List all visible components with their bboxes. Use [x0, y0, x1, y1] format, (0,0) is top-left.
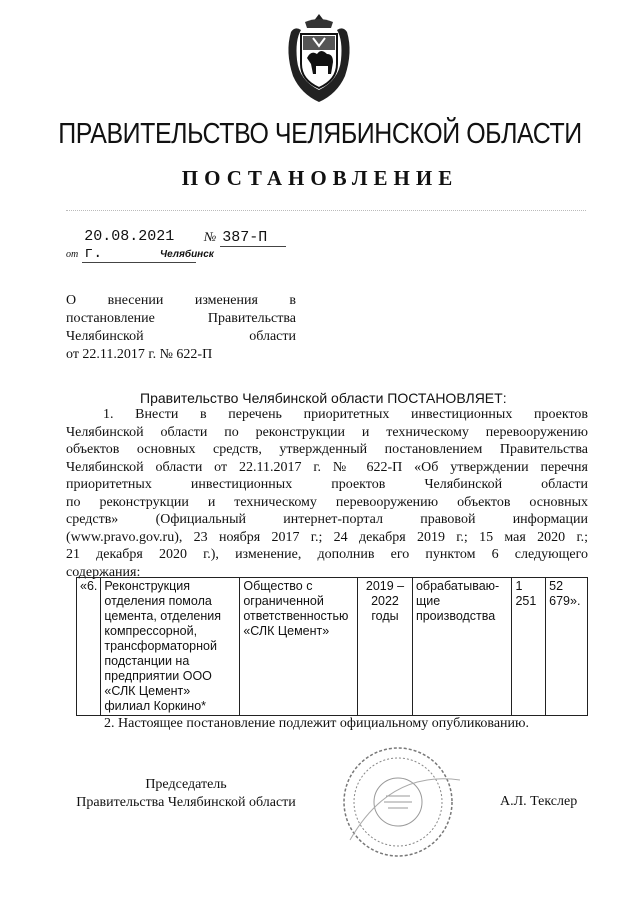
signatory-name: А.Л. Текслер	[500, 794, 578, 809]
paragraph-line: приоритетных инвестиционных проектов Челябинской области	[66, 477, 588, 492]
subject-line: постановление Правительства	[66, 311, 296, 326]
paragraph-line: по реконструкции и техническому перевооружению объектов основных	[66, 494, 588, 510]
paragraph-line: 1. Внести в перечень приоритетных инвестиционных проектов	[103, 407, 588, 422]
signatory-title-line: Председатель	[145, 777, 227, 792]
signatory-title-line: Правительства Челябинской области	[76, 795, 296, 810]
paragraph-2: 2. Настоящее постановление подлежит официальному опубликованию.	[104, 716, 529, 731]
document-type-title: ПОСТАНОВЛЕНИЕ	[181, 166, 459, 190]
subject-line: О внесении изменения в	[66, 293, 296, 308]
official-seal-icon	[330, 740, 460, 860]
table-cell-project: Реконструкция отделения помола цемента, отделения компрессорной, трансформаторной подстанции на предприятии ООО «СЛК Цемент» филиал Коркино*	[101, 578, 240, 716]
table-cell-number: «6.	[77, 578, 101, 716]
subject-block	[66, 292, 296, 364]
paragraph-line: средств» (Официальный интернет-портал правовой информации	[66, 512, 588, 527]
date-field: от 20.08.2021 г.	[66, 228, 196, 263]
projects-table	[76, 577, 588, 716]
government-title: ПРАВИТЕЛЬСТВО ЧЕЛЯБИНСКОЙ ОБЛАСТИ	[58, 118, 582, 150]
coat-of-arms-icon	[283, 12, 355, 104]
paragraph-line: 21 декабря 2020 г.), изменение, дополнив его пунктом 6 следующего	[66, 547, 588, 562]
table-cell-industry: обрабатываю-щие производства	[412, 578, 512, 716]
paragraph-line: Челябинской области от 22.11.2017 г. № 622-П «Об утверждении перечня	[66, 459, 588, 475]
paragraph-1	[66, 406, 588, 581]
paragraph-line: объектов основных средств, утвержденный постановлением Правительства	[66, 442, 588, 457]
header-divider	[66, 210, 586, 212]
paragraph-line: (www.pravo.gov.ru), 23 ноября 2017 г.; 24 декабря 2019 г.; 15 мая 2020 г.;	[66, 529, 588, 545]
subject-line: Челябинской области	[66, 329, 296, 344]
signatory-title	[66, 776, 306, 812]
date-value: 20.08.2021 г.	[82, 228, 196, 263]
number-field: № 387-П	[204, 228, 286, 247]
table-cell-company: Общество с ограниченной ответственностью «СЛК Цемент»	[240, 578, 358, 716]
resolves-line: Правительство Челябинской области ПОСТАНОВЛЯЕТ:	[140, 390, 507, 406]
paragraph-line: содержания:	[66, 564, 141, 580]
table-cell-period: 2019 – 2022 годы	[358, 578, 413, 716]
number-value: 387-П	[220, 229, 286, 247]
subject-line: от 22.11.2017 г. № 622-П	[66, 347, 213, 362]
table-row	[77, 578, 588, 716]
table-cell-amount-1: 1 251	[512, 578, 546, 716]
table-cell-amount-2: 52 679».	[546, 578, 588, 716]
paragraph-line: Челябинской области по реконструкции и техническому перевооружению	[66, 424, 588, 440]
city-label: Челябинск	[160, 249, 214, 260]
